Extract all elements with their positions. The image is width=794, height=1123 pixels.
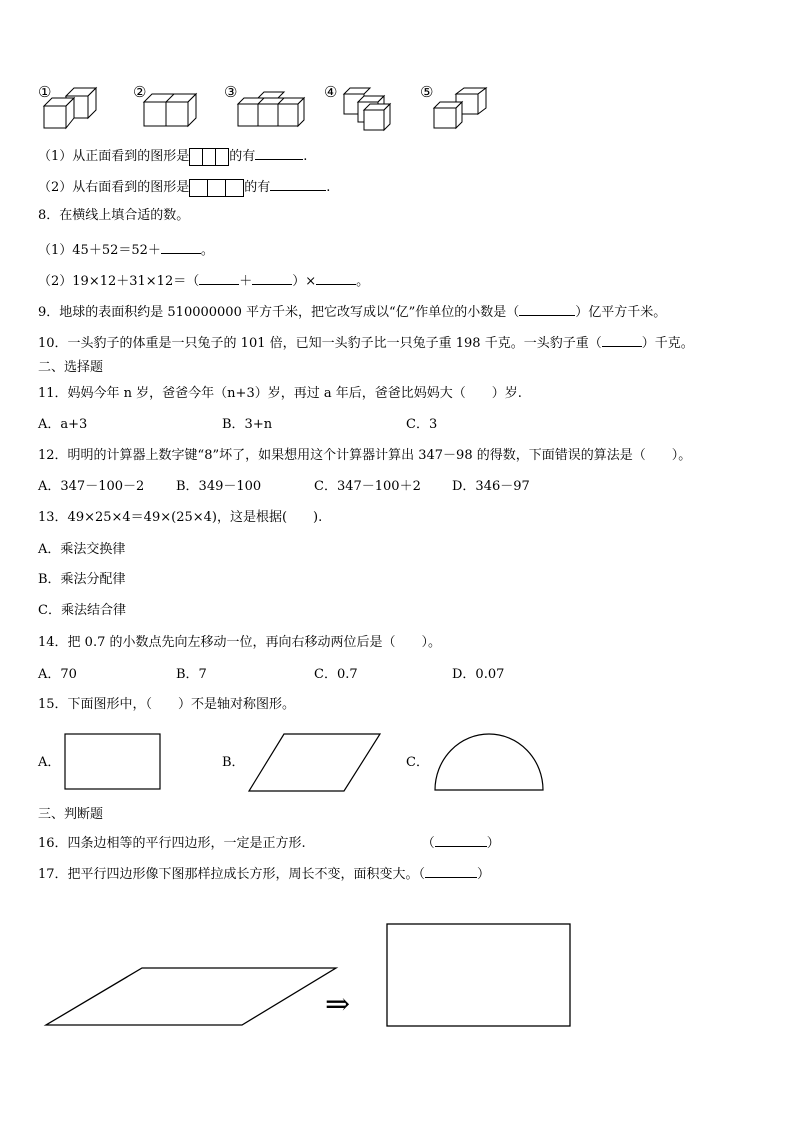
question-12: 12．明明的计算器上数字键“8”坏了，如果想用这个计算器计算出 347－98 的得数，下面错误的算法是（ ）。 [38,448,692,463]
question-16 [38,832,500,853]
two-square-shape [189,148,229,166]
answer-blank[interactable] [270,176,326,191]
q13-option-b[interactable]: B．乘法分配律 [38,572,126,587]
q12-option-b[interactable]: B．349－100 [176,479,262,494]
answer-blank[interactable] [199,270,239,285]
section-3-heading: 三、判断题 [38,807,104,822]
q9-end: ）亿平方千米。 [575,305,667,320]
q9-text: 9．地球的表面积约是 510000000 平方千米，把它改写成以“亿”作单位的小数是（ [38,305,520,320]
figure-label-2: ② [133,83,147,101]
view-q1-end: . [303,149,308,164]
cube-figure-3 [234,84,314,134]
answer-blank[interactable] [519,301,575,316]
q14-option-d[interactable]: D．0.07 [452,667,505,682]
q15-option-b[interactable]: B． [222,755,245,770]
question-15: 15．下面图形中，（ ）不是轴对称图形。 [38,697,296,712]
q8-sub2-text: （2）19×12＋31×12＝（ [38,274,200,289]
question-14: 14．把 0.7 的小数点先向左移动一位，再向右移动两位后是（ ）。 [38,635,441,650]
semicircle-shape [434,732,546,792]
view-q1-prefix: （1）从正面看到的图形是 [38,149,190,164]
answer-blank[interactable] [161,239,201,254]
q16-close: ） [486,836,500,851]
q13-option-a[interactable]: A．乘法交换律 [38,542,126,557]
q14-option-a[interactable]: A．70 [38,667,77,682]
answer-blank[interactable] [435,832,487,847]
answer-blank[interactable] [255,145,303,160]
figure-label-4: ④ [324,83,338,101]
cube-figure-5 [430,84,500,134]
q12-option-a[interactable]: A．347－100－2 [38,479,145,494]
q16-open: （ [421,836,435,851]
q15-option-a[interactable]: A． [38,755,61,770]
q17-close: ） [477,867,491,882]
q17-parallelogram [44,966,339,1028]
question-8-sub1 [38,239,214,260]
figure-label-3: ③ [224,83,238,101]
q17-rectangle [385,922,573,1028]
q14-option-b[interactable]: B．7 [176,667,207,682]
q12-option-c[interactable]: C．347－100＋2 [314,479,421,494]
q11-option-b[interactable]: B．3+n [222,417,273,432]
q15-option-c[interactable]: C． [406,755,429,770]
answer-blank[interactable] [316,270,356,285]
cube-figure-2 [140,84,210,134]
q8-sub1-text: （1）45＋52＝52＋ [38,243,161,258]
q8-sub1-end: 。 [200,243,214,258]
question-11: 11．妈妈今年 n 岁，爸爸今年（n+3）岁，再过 a 年后，爸爸比妈妈大（ ）岁. [38,386,522,401]
q8-sub2-plus: ＋ [239,274,253,289]
question-8-title: 8．在横线上填合适的数。 [38,208,190,223]
q14-option-c[interactable]: C．0.7 [314,667,358,682]
rectangle-shape [64,733,162,791]
q11-option-c[interactable]: C．3 [406,417,438,432]
cube-figure-1 [40,84,110,134]
question-13: 13．49×25×4＝49×(25×4)，这是根据( ). [38,510,323,525]
question-10 [38,332,694,353]
view-q1-suffix: 的有 [229,149,256,164]
view-q2-suffix: 的有 [244,180,271,195]
parallelogram-shape [248,733,382,793]
figure-label-5: ⑤ [420,83,434,101]
q16-text: 16．四条边相等的平行四边形，一定是正方形. [38,836,306,851]
q17-text: 17．把平行四边形像下图那样拉成长方形，周长不变，面积变大。（ [38,867,426,882]
section-2-heading: 二、选择题 [38,360,104,375]
q10-text: 10．一头豹子的体重是一只兔子的 101 倍，已知一头豹子比一只兔子重 198 千克。一头豹子重（ [38,336,602,351]
q8-sub2-close: ）× [292,274,317,289]
question-9 [38,301,666,322]
figure-label-1: ① [38,83,52,101]
question-17 [38,863,490,884]
answer-blank[interactable] [252,270,292,285]
q10-end: ）千克。 [641,336,694,351]
view-q2-end: . [326,180,331,195]
answer-blank[interactable] [602,332,642,347]
q12-option-d[interactable]: D．346－97 [452,479,530,494]
three-square-shape [189,179,244,197]
cube-figure-4 [340,84,400,134]
view-q2-prefix: （2）从右面看到的图形是 [38,180,190,195]
view-question-2 [38,176,330,197]
question-8-sub2 [38,270,369,291]
view-question-1 [38,145,307,166]
q8-sub2-end: 。 [356,274,370,289]
q13-option-c[interactable]: C．乘法结合律 [38,603,126,618]
q11-option-a[interactable]: A．a+3 [38,417,88,432]
right-arrow-icon: ⇒ [325,987,351,1022]
answer-blank[interactable] [425,863,477,878]
